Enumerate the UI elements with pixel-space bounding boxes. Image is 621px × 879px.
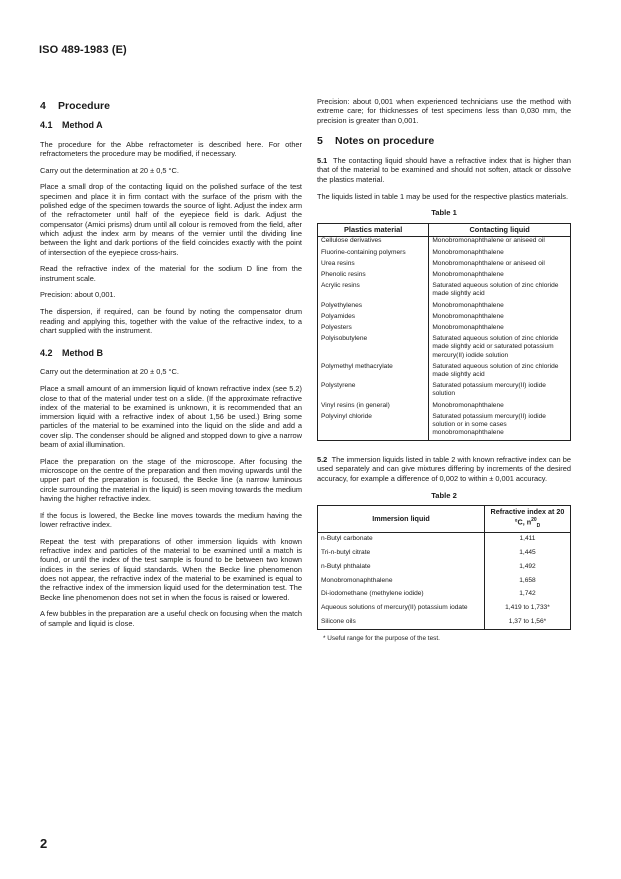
left-column — [40, 96, 302, 636]
table-2-caption: Table 2 — [431, 490, 457, 500]
immersion-liquid-cell: n-Butyl carbonate — [321, 535, 373, 543]
plastics-material-cell: Polymethyl methacrylate — [321, 362, 393, 370]
table-row — [318, 301, 571, 312]
section-title: Method A — [62, 120, 103, 131]
refractive-index-cell: 1,742 — [484, 588, 570, 602]
section-number: 4.2 — [40, 348, 53, 359]
paragraph-5-1 — [317, 156, 571, 184]
refractive-index-cell: 1,37 to 1,56* — [484, 615, 570, 629]
immersion-liquid-cell: Silicone oils — [321, 617, 356, 625]
section-4-heading — [40, 102, 302, 111]
paragraph: Place a small amount of an immersion liquid of known refractive index (see 5.2) close to that of the material under test on a slide. (If the approximate refractive index of the material to be examined is unknown, it is recommended that an immersion liquid with a refractive index of about 1,56 be used.) Bring some particles of the material to be examined into the liquid on the slide and add a cover slip. The condenser should be aligned and stopped down to give a narrow beam of axial illumination. — [40, 384, 302, 450]
table-row — [318, 362, 571, 381]
contacting-liquid-cell: Monobromonaphthalene or aniseed oil — [429, 259, 571, 270]
plastics-material-cell: Acrylic resins — [321, 282, 360, 290]
section-title: Method B — [62, 348, 103, 359]
table-row — [318, 615, 571, 629]
plastics-material-cell: Phenolic resins — [321, 270, 366, 278]
contacting-liquid-cell: Saturated aqueous solution of zinc chloride made slightly acid — [429, 282, 571, 301]
plastics-material-cell: Fluorine-containing polymers — [321, 248, 406, 256]
section-number: 4 — [40, 100, 46, 112]
plastics-material-cell: Polyamides — [321, 312, 356, 320]
table-row — [318, 401, 571, 412]
refractive-index-cell: 1,411 — [484, 532, 570, 546]
section-title: Notes on procedure — [335, 134, 435, 147]
clause-text: The immersion liquids listed in table 2 with known refractive index can be used separately and can give mixtures differing by increments of the desired accuracy, for example a difference of 0,002 to within ± 0,001 accuracy. — [317, 454, 572, 483]
refractive-index-cell: 1,419 to 1,733* — [484, 601, 570, 615]
immersion-liquid-cell: Monobromonaphthalene — [321, 576, 393, 584]
section-number: 5 — [317, 134, 323, 147]
table-row — [318, 560, 571, 574]
paragraph: Carry out the determination at 20 ± 0,5 °C. — [40, 165, 179, 175]
table-row — [318, 574, 571, 588]
paragraph-5-2 — [317, 455, 571, 483]
table-row — [318, 248, 571, 259]
table-row — [318, 547, 571, 561]
contacting-liquid-cell: Monobromonaphthalene — [429, 248, 571, 259]
contacting-liquid-cell: Saturated potassium mercury(II) iodide solution — [429, 382, 571, 401]
paragraph: The liquids listed in table 1 may be used for the respective plastics materials. — [317, 191, 568, 201]
table-row — [318, 335, 571, 363]
immersion-liquid-cell: Tri-n-butyl citrate — [321, 549, 371, 557]
plastics-material-cell: Polyethylenes — [321, 301, 363, 309]
plastics-material-cell: Polyisobutylene — [321, 335, 368, 343]
plastics-material-cell: Polyesters — [321, 324, 352, 331]
contacting-liquid-cell: Monobromonaphthalene — [429, 401, 571, 412]
table-2-body — [318, 532, 571, 629]
section-4-1-heading — [40, 121, 302, 130]
paragraph: Place a small drop of the contacting liquid on the polished surface of the test specimen and place it in firm contact with the surface of the prism with the polished edge of the specimen towards the source of light. Adjust the index arm of the refractometer until half of the eyepiece field is dark. Adjust the compensator (Amici prisms) drum until all colour is removed from the field, after which adjust the index arm by means of the vernier until the dividing line between the light and dark portions of the field coincides exactly with the point of intersection of the eyepiece cross-hairs. — [40, 182, 302, 257]
table-row — [318, 236, 571, 248]
section-number: 4.1 — [40, 120, 53, 131]
table-2-footnote: * Useful range for the purpose of the test. — [323, 634, 440, 642]
clause-text: The contacting liquid should have a refractive index that is higher than that of the material to be examined and should not soften, attack or dissolve the plastics material. — [317, 156, 571, 184]
table-1 — [317, 223, 571, 441]
table-row — [318, 270, 571, 281]
table-1-caption: Table 1 — [431, 208, 457, 218]
plastics-material-cell: Cellulose derivatives — [321, 237, 382, 245]
header-index-sub: D — [536, 522, 541, 529]
contacting-liquid-cell: Monobromonaphthalene — [429, 312, 571, 323]
contacting-liquid-cell: Monobromonaphthalene or aniseed oil — [429, 236, 571, 248]
paragraph: Place the preparation on the stage of the microscope. After focusing the microscope on the centre of the preparation and then moving upwards until the upper part of the preparation is focused, the Becke line (a narrow luminous circle surrounding the material in the liquid) is seen moving towards the medium having the higher refractive index. — [40, 456, 302, 503]
table-row — [318, 532, 571, 546]
table-2-header-index — [484, 506, 570, 533]
table-row — [318, 324, 571, 335]
right-column — [317, 97, 571, 643]
contacting-liquid-cell: Monobromonaphthalene — [429, 324, 571, 335]
clause-number: 5.2 — [317, 454, 328, 464]
table-row — [318, 312, 571, 323]
immersion-liquid-cell: Aqueous solutions of mercury(II) potassium iodate — [321, 603, 468, 611]
table-2 — [317, 505, 571, 630]
clause-number: 5.1 — [317, 156, 328, 166]
contacting-liquid-cell: Saturated aqueous solution of zinc chloride made slightly acid or saturated potassium mercury(II) iodide solution — [429, 335, 571, 363]
refractive-index-cell: 1,658 — [484, 574, 570, 588]
table-2-header-liquid: Immersion liquid — [318, 506, 485, 533]
paragraph: Repeat the test with preparations of other immersion liquids with known refractive index and particles of the material to be examined until a match is found, or until the index of the test sample is found to be between two known indices in the series of liquid standards. When the Becke line phenomenon does not appear, the refractive index of the material to be examined is equal to the refractive index of the immersion liquid used for the determination test. The Becke line phenomenon does not set in when the focus is raised or lowered. — [40, 536, 302, 602]
paragraph: If the focus is lowered, the Becke line moves towards the medium having the lower refractive index. — [40, 510, 302, 530]
paragraph: Carry out the determination at 20 ± 0,5 °C. — [40, 367, 179, 377]
table-1-header-material: Plastics material — [318, 223, 429, 236]
table-row — [318, 412, 571, 440]
contacting-liquid-cell: Monobromonaphthalene — [429, 270, 571, 281]
refractive-index-cell: 1,445 — [484, 547, 570, 561]
immersion-liquid-cell: n-Butyl phthalate — [321, 562, 371, 570]
paragraph: The procedure for the Abbe refractometer is described here. For other refractometers the procedure may be modified, if necessary. — [40, 139, 302, 158]
table-row — [318, 382, 571, 401]
table-row — [318, 601, 571, 615]
contacting-liquid-cell: Saturated aqueous solution of zinc chloride made slightly acid — [429, 362, 571, 381]
header-index-text: Refractive index at 20 °C, n — [490, 507, 565, 527]
paragraph: Precision: about 0,001. — [40, 290, 116, 300]
plastics-material-cell: Vinyl resins (in general) — [321, 401, 390, 409]
contacting-liquid-cell: Saturated potassium mercury(II) iodide solution or in some cases monobromonaphthalene — [429, 412, 571, 440]
plastics-material-cell: Polyvinyl chloride — [321, 412, 372, 420]
page-number: 2 — [40, 836, 48, 851]
plastics-material-cell: Urea resins — [321, 259, 355, 267]
plastics-material-cell: Polystyrene — [321, 382, 356, 390]
immersion-liquid-cell: Di-iodomethane (methylene iodide) — [321, 590, 424, 598]
paragraph: A few bubbles in the preparation are a useful check on focusing when the match of sample and liquid is close. — [40, 609, 302, 628]
contacting-liquid-cell: Monobromonaphthalene — [429, 301, 571, 312]
table-row — [318, 259, 571, 270]
table-row — [318, 588, 571, 602]
table-1-header-liquid: Contacting liquid — [429, 223, 571, 236]
table-row — [318, 282, 571, 301]
table-1-body — [318, 236, 571, 440]
section-4-2-heading — [40, 349, 302, 358]
document-header: ISO 489-1983 (E) — [39, 44, 127, 56]
header-index-sup: 20 — [531, 517, 537, 524]
section-5-heading — [317, 134, 571, 147]
paragraph: Read the refractive index of the material for the sodium D line from the instrument scale. — [40, 264, 302, 283]
paragraph: Precision: about 0,001 when experienced technicians use the method with extreme care; for thicknesses of test specimens less than 0,030 mm, the precision is greater than 0,001. — [317, 97, 571, 125]
refractive-index-cell: 1,492 — [484, 560, 570, 574]
paragraph: The dispersion, if required, can be found by noting the compensator drum reading and applying this, together with the value of the refractive index, to a chart supplied with the instrument. — [40, 307, 302, 335]
section-title: Procedure — [58, 100, 110, 112]
